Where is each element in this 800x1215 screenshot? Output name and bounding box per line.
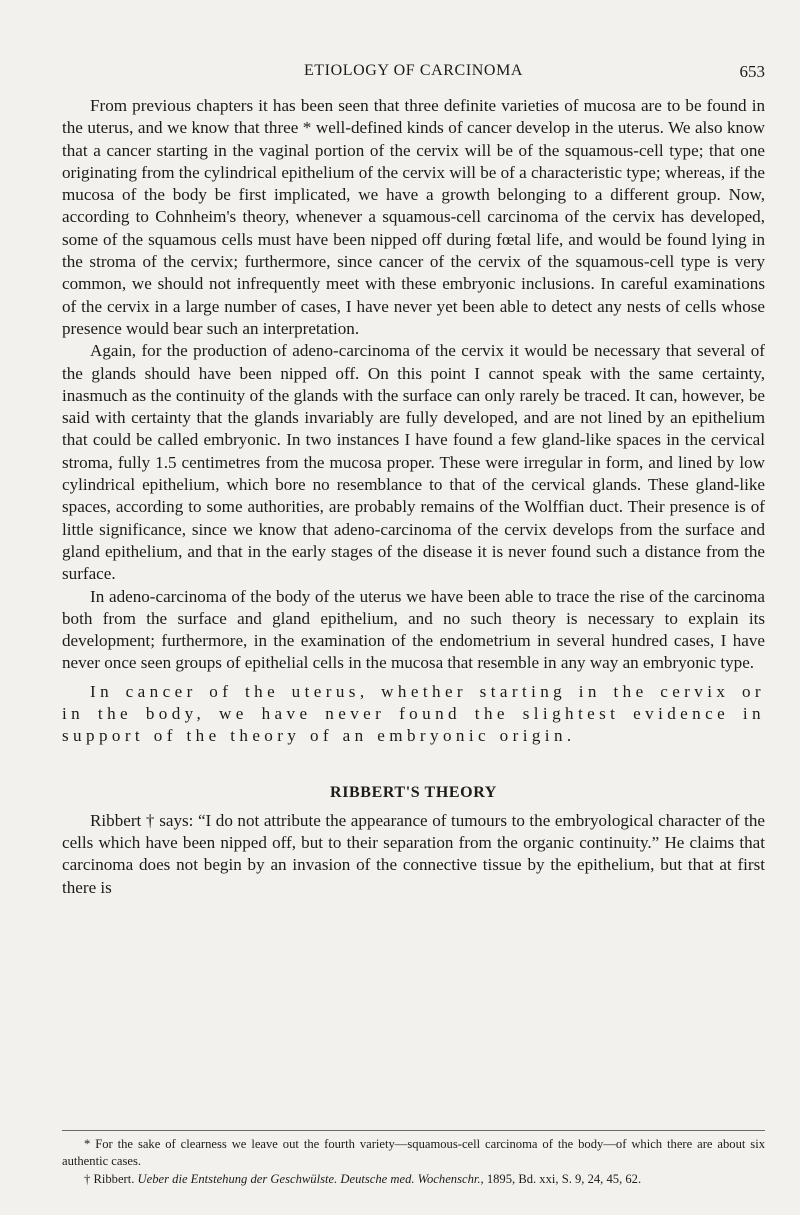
paragraph-previous-chapters: From previous chapters it has been seen that three definite varieties of mucosa are to be found in the uterus, and we know that three * well-defined kinds of cancer develop in the uterus. We also know that a cancer starting in the vaginal portion of the cervix will be of the squamous-cell type; that one originating from the cylindrical epithelium of the cervix will be of a characteristic type; whereas, if the mucosa of the body be first implicated, we have a growth belonging to a different group. Now, according to Cohnheim's theory, whenever a squamous-cell carcinoma of the cervix has developed, some of the squamous cells must have been nipped off during fœtal life, and would be found lying in the stroma of the cervix; furthermore, since cancer of the cervix of the squamous-cell type is very common, we should not infrequently meet with these embryonic inclusions. In careful examinations of the cervix in a large number of cases, I have never yet been able to detect any nests of cells whose presence would bear such an interpretation. [62, 96, 765, 338]
footnote-2-title: Ueber die Entstehung der Geschwülste. Deutsche med. Wochenschr. [137, 1171, 481, 1186]
emphasis-paragraph: In cancer of the uterus, whether starting in the cervix or in the body, we have never found the slightest evidence in support of the theory of an embryonic origin. [62, 681, 765, 746]
paragraph-ribbert: Ribbert † says: “I do not attribute the appearance of tumours to the embryological character of the cells which have been nipped off, but to their separation from the organic continuity.” He claims that carcinoma does not begin by an invasion of the connective tissue by the epithelium, but that at first there is [62, 810, 765, 897]
running-title: ETIOLOGY OF CARCINOMA [303, 62, 524, 79]
footnote-2-tail: , 1895, Bd. xxi, S. 9, 24, 45, 62. [480, 1171, 642, 1186]
footnote-rule [62, 1130, 765, 1131]
running-head [62, 62, 765, 86]
section-heading: RIBBERT'S THEORY [330, 783, 497, 801]
footnote-2 [62, 1171, 765, 1188]
body-text [62, 95, 765, 899]
footnotes [62, 1136, 765, 1188]
footnote-2-lead: † Ribbert. [84, 1171, 138, 1186]
paragraph-adeno-carcinoma-cervix: Again, for the production of adeno-carcinoma of the cervix it would be necessary that several of the glands should have been nipped off. On this point I cannot speak with the same certainty, inasmuch as the continuity of the glands with the surface can only rarely be traced. It can, however, be said with certainty that the glands invariably are fully developed, and are not lined by an epithelium that could be called embryonic. In two instances I have found a few gland-like spaces in the cervical stroma, fully 1.5 centimetres from the mucosa proper. These were irregular in form, and lined by low cylindrical epithelium, which bore no resemblance to that of the cervical glands. These gland-like spaces, according to some authorities, are probably remains of the Wolffian duct. Their presence is of little significance, since we know that adeno-carcinoma of the cervix develops from the surface and gland epithelium, and that in the early stages of the disease it is never found such a distance from the surface. [62, 341, 765, 584]
footnote-1: * For the sake of clearness we leave out the fourth variety—squamous-cell carcinoma of the body—of which there are about six authentic cases. [62, 1137, 765, 1169]
paragraph-adeno-carcinoma-body: In adeno-carcinoma of the body of the uterus we have been able to trace the rise of the carcinoma both from the surface and gland epithelium, and no such theory is necessary to explain its development; furthermore, in the examination of the endometrium in several hundred cases, I have never once seen groups of epithelial cells in the mucosa that resemble in any way an embryonic type. [62, 586, 765, 673]
page-number: 653 [739, 62, 765, 81]
